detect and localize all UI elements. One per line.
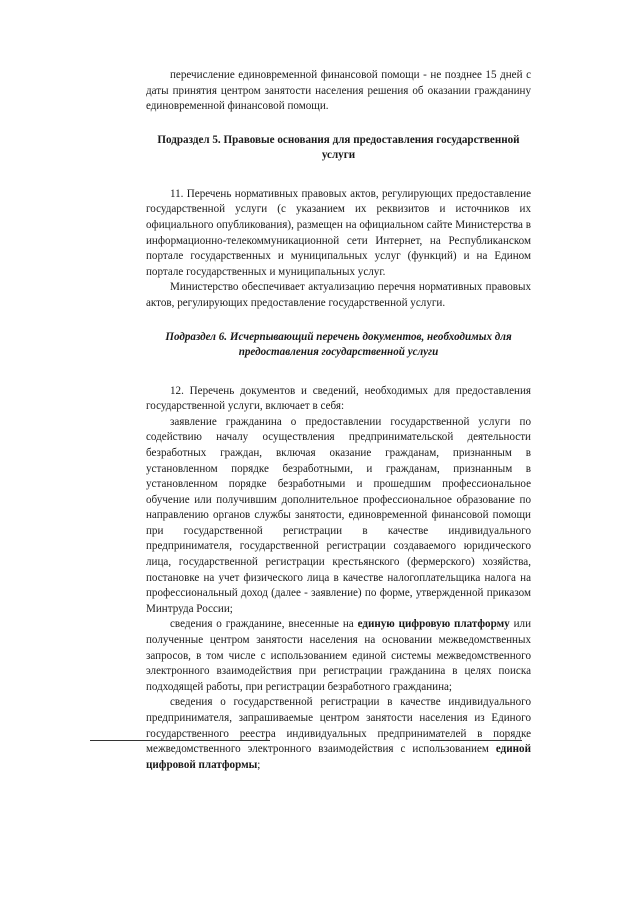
paragraph-12: 12. Перечень документов и сведений, необходимых для предоставления государственной услуги, включает в себя: (146, 384, 531, 413)
document-page (146, 68, 531, 773)
footer-rule-left (90, 740, 270, 741)
paragraph-11-actualization: Министерство обеспечивает актуализацию перечня нормативных правовых актов, регулирующих предоставление государственной услуги. (146, 281, 531, 309)
footer-rule-right (430, 740, 522, 741)
paragraph-11: 11. Перечень нормативных правовых актов, регулирующих предоставление государственной услуги (с указанием их реквизитов и источников их официального опубликования), размещен на официальном сайте Министерства в информационно-телекоммуникационной сети Интернет, на Республиканском портале государственных и муниципальных услуг (функций) и на Едином портале государственных и муниципальных услуг. (146, 187, 531, 278)
section-6-heading: Подраздел 6. Исчерпывающий перечень документов, необходимых для предоставления государственной услуги (165, 330, 512, 358)
text-run: или полученные центром занятости населения на основании межведомственных запросов, в том числе с использованием единой системы межведомственного электронного взаимодействия при регистрации гражданина в целях поиска подходящей работы, при регистрации безработного гражданина; (146, 618, 532, 693)
text-run: ; (257, 758, 261, 771)
paragraph-12-citizen-info (146, 617, 531, 695)
bold-text-run: единую цифровую платформу (357, 618, 510, 631)
text-run: сведения о гражданине, внесенные на (170, 618, 358, 631)
text-run: сведения о государственной регистрации в качестве индивидуального предпринимателя, запрашиваемые центром занятости населения из Единого государственного реестра индивидуальных предпринимателей в порядке межведомственного электронного взаимодействия с использованием (146, 696, 531, 756)
paragraph-payment-deadline: перечисление единовременной финансовой помощи - не позднее 15 дней с даты принятия центром занятости населения решения об оказании гражданину единовременной финансовой помощи. (146, 69, 531, 113)
paragraph-12-registration-info (146, 695, 531, 773)
section-5-heading: Подраздел 5. Правовые основания для предоставления государственной услуги (157, 133, 520, 161)
paragraph-12-application: заявление гражданина о предоставлении государственной услуги по содействию началу осуществления предпринимательской деятельности безработных граждан, включая оказание гражданам, признанным в установленном порядке безработными, и гражданам, признанным в установленном порядке безработными и прошедшим профессиональное обучение или получившим дополнительное профессиональное образование по направлению органов службы занятости, единовременной финансовой помощи при государственной регистрации в качестве индивидуального предпринимателя, государственной регистрации создаваемого юридического лица, государственной регистрации крестьянского (фермерского) хозяйства, постановке на учет физического лица в качестве налогоплательщика налога на профессиональный доход (далее - заявление) по форме, утвержденной приказом Минтруда России; (146, 415, 531, 615)
bold-text-run: единой цифровой платформы (146, 743, 531, 771)
